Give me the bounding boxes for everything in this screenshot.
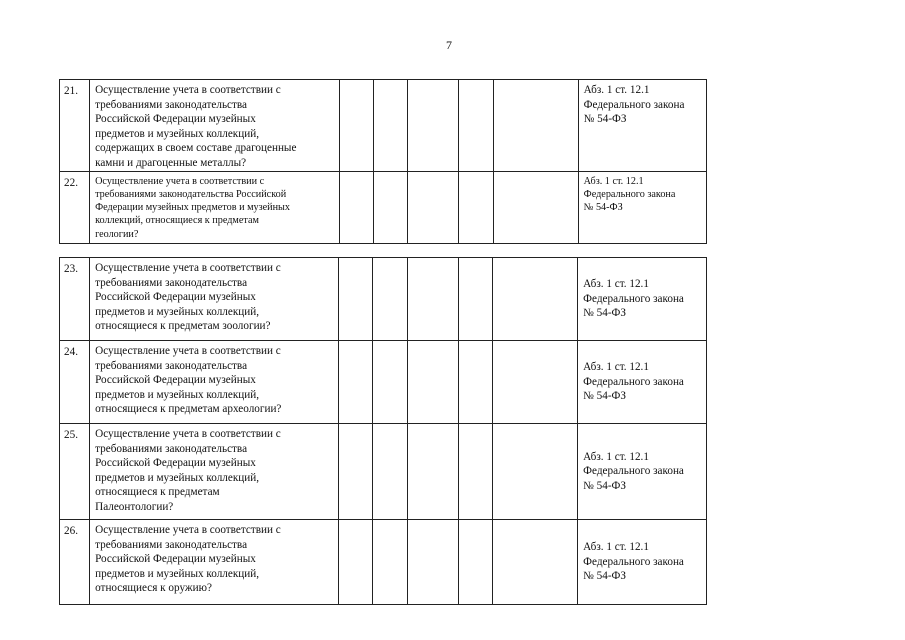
- answer-cell[interactable]: [458, 520, 492, 605]
- answer-cell[interactable]: [339, 171, 373, 243]
- requirement-text: Осуществление учета в соответствии с требованиями законодательства Российской Федерации музейных предметов и музейных коллекций, относящиеся к предметам геологии?: [90, 171, 340, 243]
- answer-cell[interactable]: [374, 171, 408, 243]
- answer-cell[interactable]: [373, 520, 407, 605]
- legal-reference: Абз. 1 ст. 12.1 Федерального закона № 54-ФЗ: [578, 341, 707, 424]
- answer-cell[interactable]: [458, 258, 492, 341]
- answer-cell[interactable]: [458, 424, 492, 520]
- row-number: 26.: [60, 520, 90, 605]
- answer-cell[interactable]: [459, 171, 493, 243]
- row-number: 22.: [60, 171, 90, 243]
- table-row: [60, 341, 905, 424]
- answer-cell[interactable]: [339, 80, 373, 172]
- requirement-text: Осуществление учета в соответствии с требованиями законодательства Российской Федерации музейных предметов и музейных коллекций, относящиеся к предметам археологии?: [90, 341, 339, 424]
- answer-cell[interactable]: [407, 341, 458, 424]
- answer-cell[interactable]: [407, 258, 458, 341]
- requirement-text: Осуществление учета в соответствии с требованиями законодательства Российской Федерации музейных предметов и музейных коллекций, относящиеся к предметам зоологии?: [90, 258, 339, 341]
- answer-cell[interactable]: [492, 520, 577, 605]
- table-row: [60, 520, 905, 605]
- table-row: [60, 424, 905, 520]
- legal-reference: Абз. 1 ст. 12.1 Федерального закона № 54-ФЗ: [578, 520, 707, 605]
- row-number: 25.: [60, 424, 90, 520]
- answer-cell[interactable]: [408, 80, 459, 172]
- requirement-text: Осуществление учета в соответствии с требованиями законодательства Российской Федерации музейных предметов и музейных коллекций, относящиеся к предметам Палеонтологии?: [90, 424, 339, 520]
- row-number: 23.: [60, 258, 90, 341]
- answer-cell[interactable]: [373, 258, 407, 341]
- answer-cell[interactable]: [492, 341, 577, 424]
- answer-cell[interactable]: [493, 171, 578, 243]
- answer-cell[interactable]: [338, 341, 372, 424]
- requirement-text: Осуществление учета в соответствии с требованиями законодательства Российской Федерации музейных предметов и музейных коллекций, относящиеся к оружию?: [90, 520, 339, 605]
- legal-reference: Абз. 1 ст. 12.1 Федерального закона № 54-ФЗ: [578, 171, 707, 243]
- checklist-table-top: [59, 79, 905, 244]
- answer-cell[interactable]: [492, 424, 577, 520]
- answer-cell[interactable]: [373, 341, 407, 424]
- answer-cell[interactable]: [373, 424, 407, 520]
- legal-reference: Абз. 1 ст. 12.1 Федерального закона № 54-ФЗ: [578, 80, 707, 172]
- answer-cell[interactable]: [458, 341, 492, 424]
- table-row: [60, 80, 905, 172]
- answer-cell[interactable]: [459, 80, 493, 172]
- answer-cell[interactable]: [407, 424, 458, 520]
- answer-cell[interactable]: [408, 171, 459, 243]
- checklist-table-bottom: [59, 257, 905, 605]
- answer-cell[interactable]: [407, 520, 458, 605]
- answer-cell[interactable]: [374, 80, 408, 172]
- legal-reference: Абз. 1 ст. 12.1 Федерального закона № 54-ФЗ: [578, 424, 707, 520]
- row-number: 24.: [60, 341, 90, 424]
- answer-cell[interactable]: [338, 424, 372, 520]
- answer-cell[interactable]: [338, 258, 372, 341]
- legal-reference: Абз. 1 ст. 12.1 Федерального закона № 54-ФЗ: [578, 258, 707, 341]
- answer-cell[interactable]: [493, 80, 578, 172]
- table-row: [60, 171, 905, 243]
- page-number: 7: [446, 38, 452, 52]
- table-row: [60, 258, 905, 341]
- row-number: 21.: [60, 80, 90, 172]
- requirement-text: Осуществление учета в соответствии с требованиями законодательства Российской Федерации музейных предметов и музейных коллекций, содержащих в своем составе драгоценные камни и драгоценные металлы?: [90, 80, 340, 172]
- answer-cell[interactable]: [338, 520, 372, 605]
- answer-cell[interactable]: [492, 258, 577, 341]
